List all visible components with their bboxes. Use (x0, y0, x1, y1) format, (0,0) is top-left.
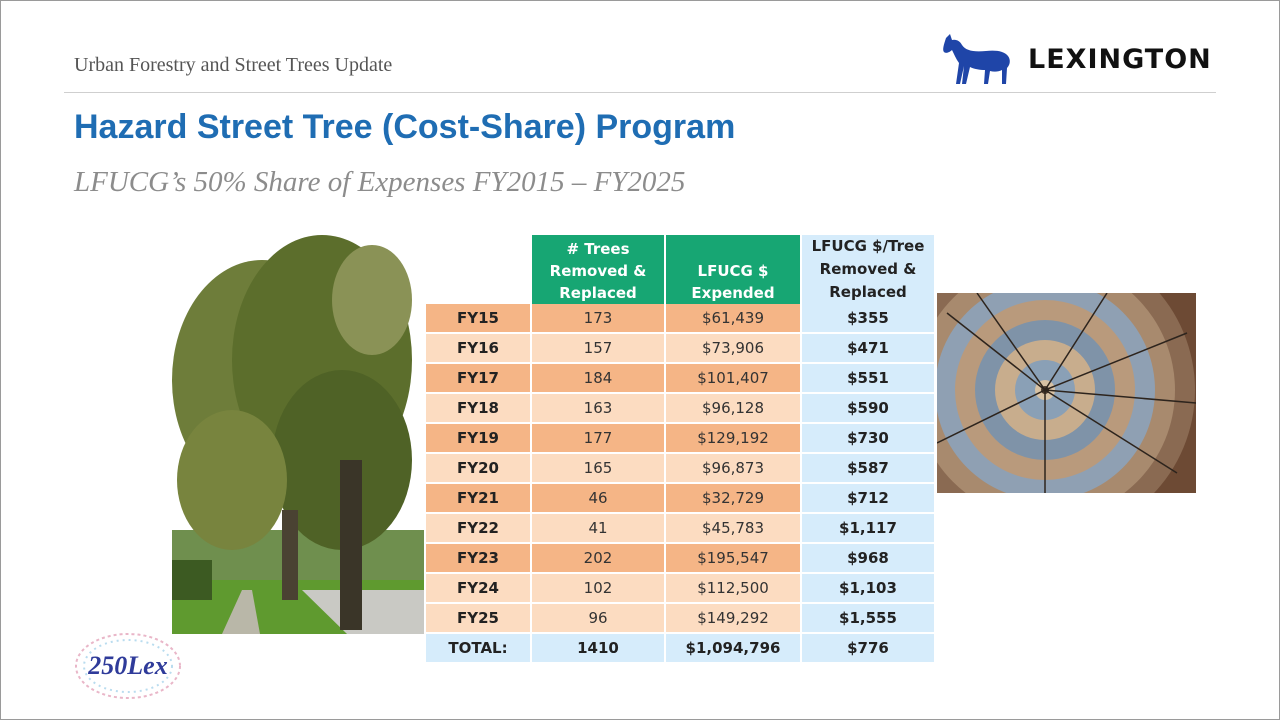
expended-cell: $32,729 (666, 484, 800, 514)
expended-cell: $96,128 (666, 394, 800, 424)
header-trees: # Trees Removed & Replaced (532, 235, 664, 304)
fy-cell: FY16 (426, 334, 530, 364)
per-tree-cell: $471 (802, 334, 934, 364)
table-row (426, 454, 934, 484)
total-row (426, 634, 934, 664)
table-row (426, 514, 934, 544)
badge-text: 250Lex (88, 651, 168, 680)
table-row (426, 304, 934, 334)
tree-rings-photo (937, 293, 1196, 493)
per-tree-cell: $730 (802, 424, 934, 454)
table-row (426, 334, 934, 364)
fy-cell: FY18 (426, 394, 530, 424)
per-tree-cell: $1,555 (802, 604, 934, 634)
logo-text: LEXINGTON (1028, 43, 1212, 75)
slide-subtitle: LFUCG’s 50% Share of Expenses FY2015 – FY2025 (74, 166, 686, 198)
per-tree-cell: $1,117 (802, 514, 934, 544)
trees-cell: 157 (532, 334, 664, 364)
expended-cell: $129,192 (666, 424, 800, 454)
per-tree-cell: $968 (802, 544, 934, 574)
trees-cell: 41 (532, 514, 664, 544)
horse-icon (940, 32, 1014, 86)
expended-cell: $96,873 (666, 454, 800, 484)
total-label: TOTAL: (426, 634, 530, 664)
per-tree-cell: $551 (802, 364, 934, 394)
table-row (426, 364, 934, 394)
header-title: Urban Forestry and Street Trees Update (74, 54, 393, 76)
lexington-logo (940, 32, 1212, 86)
expended-cell: $73,906 (666, 334, 800, 364)
per-tree-cell: $587 (802, 454, 934, 484)
fy-cell: FY23 (426, 544, 530, 574)
cost-share-table (424, 235, 936, 664)
fy-cell: FY17 (426, 364, 530, 394)
table-row (426, 574, 934, 604)
trees-cell: 102 (532, 574, 664, 604)
header-per-tree: LFUCG $/Tree Removed & Replaced (802, 235, 934, 304)
header-divider (64, 92, 1216, 93)
trees-cell: 177 (532, 424, 664, 454)
total-per-tree: $776 (802, 634, 934, 664)
per-tree-cell: $590 (802, 394, 934, 424)
expended-cell: $61,439 (666, 304, 800, 334)
per-tree-cell: $1,103 (802, 574, 934, 604)
table-row (426, 484, 934, 514)
fy-cell: FY25 (426, 604, 530, 634)
fy-cell: FY19 (426, 424, 530, 454)
fy-cell: FY22 (426, 514, 530, 544)
trees-cell: 184 (532, 364, 664, 394)
table-row (426, 424, 934, 454)
trees-cell: 96 (532, 604, 664, 634)
expended-cell: $45,783 (666, 514, 800, 544)
expended-cell: $101,407 (666, 364, 800, 394)
total-trees: 1410 (532, 634, 664, 664)
trees-cell: 163 (532, 394, 664, 424)
fy-cell: FY15 (426, 304, 530, 334)
fy-cell: FY24 (426, 574, 530, 604)
table-row (426, 394, 934, 424)
table-row (426, 544, 934, 574)
trees-cell: 46 (532, 484, 664, 514)
fy-cell: FY21 (426, 484, 530, 514)
street-tree-photo (172, 230, 424, 634)
trees-cell: 202 (532, 544, 664, 574)
trees-cell: 173 (532, 304, 664, 334)
per-tree-cell: $355 (802, 304, 934, 334)
slide-title: Hazard Street Tree (Cost-Share) Program (74, 108, 736, 146)
total-expended: $1,094,796 (666, 634, 800, 664)
header-expended: LFUCG $ Expended (666, 235, 800, 304)
table-row (426, 604, 934, 634)
250lex-badge (72, 630, 184, 702)
expended-cell: $195,547 (666, 544, 800, 574)
corner-cell (426, 235, 530, 304)
expended-cell: $149,292 (666, 604, 800, 634)
fy-cell: FY20 (426, 454, 530, 484)
per-tree-cell: $712 (802, 484, 934, 514)
expended-cell: $112,500 (666, 574, 800, 604)
trees-cell: 165 (532, 454, 664, 484)
